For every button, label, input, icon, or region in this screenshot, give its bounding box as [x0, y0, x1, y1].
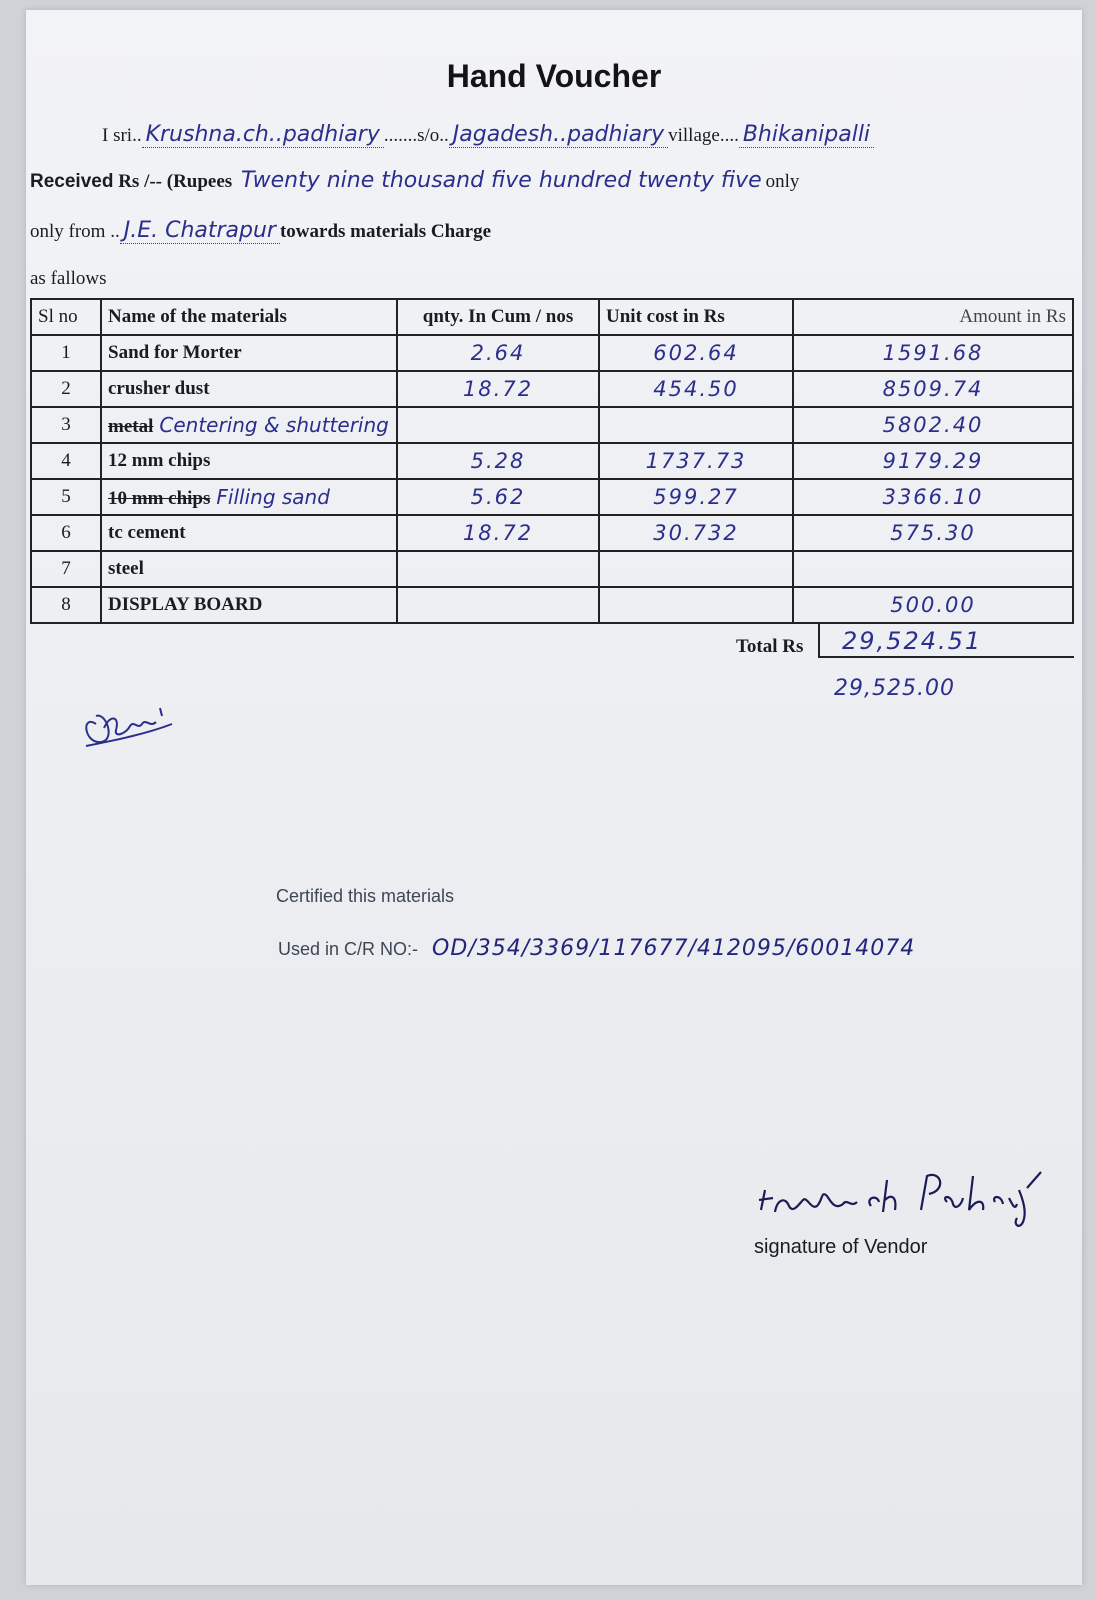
from-line — [30, 218, 491, 243]
village-label: village.... — [668, 125, 739, 146]
header-unit-cost: Unit cost in Rs — [599, 299, 793, 335]
row-quantity — [397, 407, 599, 443]
vendor-signature — [751, 1160, 1051, 1235]
material-name-text: tc cement — [108, 522, 186, 543]
row-quantity — [397, 515, 599, 551]
table-row — [31, 551, 1073, 587]
row-material-name — [101, 587, 397, 623]
towards-label: towards materials Charge — [279, 221, 492, 242]
row-sl-no: 3 — [31, 407, 101, 443]
row-material-name — [101, 479, 397, 515]
row-sl-no: 1 — [31, 335, 101, 371]
row-quantity-value: 18.72 — [462, 520, 534, 545]
row-unit-cost — [599, 479, 793, 515]
header-quantity: qnty. In Cum / nos — [397, 299, 599, 335]
row-amount — [793, 407, 1073, 443]
initials-signature — [76, 694, 186, 759]
row-amount-value: 8509.74 — [882, 376, 984, 401]
payee-name: Krushna.ch..padhiary — [142, 122, 384, 148]
only-from-label: only from .. — [30, 221, 120, 242]
father-name: Jagadesh..padhiary — [449, 122, 668, 148]
total-value: 29,524.51 — [818, 622, 1074, 658]
table-row — [31, 515, 1073, 551]
struck-material-name: metal — [108, 415, 154, 437]
row-amount — [793, 551, 1073, 587]
materials-table — [30, 298, 1074, 624]
row-unit-cost — [599, 515, 793, 551]
row-sl-no: 5 — [31, 479, 101, 515]
struck-material-name: 10 mm chips — [108, 487, 211, 509]
used-in-line — [278, 936, 915, 961]
row-amount — [793, 515, 1073, 551]
material-name-text: DISPLAY BOARD — [108, 594, 263, 615]
material-name-text: steel — [108, 558, 144, 579]
rounded-total: 29,525.00 — [834, 676, 955, 701]
row-amount-value: 9179.29 — [882, 448, 984, 473]
row-material-name — [101, 443, 397, 479]
header-amount: Amount in Rs — [793, 299, 1073, 335]
row-unit-cost — [599, 551, 793, 587]
row-sl-no: 8 — [31, 587, 101, 623]
certified-label: Certified this materials — [276, 886, 455, 906]
handwritten-material-name: Filling sand — [216, 484, 330, 509]
payee-line — [102, 122, 874, 147]
row-unit-cost-value: 599.27 — [653, 484, 739, 509]
village-name: Bhikanipalli — [739, 122, 874, 148]
table-row — [31, 335, 1073, 371]
row-sl-no: 4 — [31, 443, 101, 479]
row-sl-no: 7 — [31, 551, 101, 587]
row-amount — [793, 443, 1073, 479]
i-sri-label: I sri.. — [102, 125, 142, 146]
cr-numbers: OD/354/3369/117677/412095/60014074 — [432, 936, 916, 961]
row-quantity — [397, 551, 599, 587]
handwritten-material-name: Centering & shuttering — [159, 412, 389, 437]
row-quantity — [397, 479, 599, 515]
row-quantity — [397, 371, 599, 407]
row-amount-value: 1591.68 — [882, 340, 984, 365]
row-material-name — [101, 515, 397, 551]
received-label: Received — [30, 171, 114, 192]
vendor-signature-label: signature of Vendor — [754, 1236, 928, 1258]
table-header-row — [31, 299, 1073, 335]
table-row — [31, 407, 1073, 443]
row-quantity-value: 5.28 — [470, 448, 526, 473]
row-quantity-value: 2.64 — [470, 340, 526, 365]
total-label: Total Rs — [736, 636, 804, 657]
row-unit-cost — [599, 443, 793, 479]
row-material-name — [101, 407, 397, 443]
voucher-sheet — [26, 10, 1082, 1585]
table-row — [31, 587, 1073, 623]
row-unit-cost — [599, 587, 793, 623]
received-line — [30, 168, 799, 193]
row-amount-value: 5802.40 — [882, 412, 984, 437]
row-unit-cost — [599, 407, 793, 443]
header-sl-no: Sl no — [31, 299, 101, 335]
row-amount-value: 500.00 — [890, 592, 976, 617]
row-amount-value: 575.30 — [890, 520, 976, 545]
row-amount — [793, 587, 1073, 623]
so-label: .......s/o.. — [383, 125, 449, 146]
row-sl-no: 6 — [31, 515, 101, 551]
table-row — [31, 443, 1073, 479]
row-amount — [793, 479, 1073, 515]
row-amount — [793, 371, 1073, 407]
rupees-label: Rs /-- (Rupees — [118, 171, 233, 192]
row-quantity — [397, 443, 599, 479]
row-unit-cost-value: 30.732 — [653, 520, 739, 545]
row-sl-no: 2 — [31, 371, 101, 407]
row-quantity-value: 5.62 — [470, 484, 526, 509]
voucher-title: Hand Voucher — [446, 58, 662, 94]
row-unit-cost — [599, 371, 793, 407]
material-name-text: Sand for Morter — [108, 342, 242, 363]
table-row — [31, 371, 1073, 407]
row-unit-cost-value: 454.50 — [653, 376, 739, 401]
material-name-text: crusher dust — [108, 378, 210, 399]
used-in-label: Used in C/R NO:- — [278, 939, 419, 959]
row-amount-value: 3366.10 — [882, 484, 984, 509]
row-amount — [793, 335, 1073, 371]
amount-in-words: Twenty nine thousand five hundred twenty five — [240, 168, 762, 193]
row-quantity-value: 18.72 — [462, 376, 534, 401]
row-unit-cost-value: 602.64 — [653, 340, 739, 365]
header-material-name: Name of the materials — [101, 299, 397, 335]
row-material-name — [101, 371, 397, 407]
row-material-name — [101, 551, 397, 587]
source-name: J.E. Chatrapur — [120, 218, 280, 244]
material-name-text: 12 mm chips — [108, 450, 211, 471]
row-quantity — [397, 587, 599, 623]
row-unit-cost-value: 1737.73 — [645, 448, 747, 473]
as-follows-label: as fallows — [30, 268, 107, 289]
row-unit-cost — [599, 335, 793, 371]
table-row — [31, 479, 1073, 515]
row-material-name — [101, 335, 397, 371]
row-quantity — [397, 335, 599, 371]
only-label: only — [765, 171, 800, 192]
